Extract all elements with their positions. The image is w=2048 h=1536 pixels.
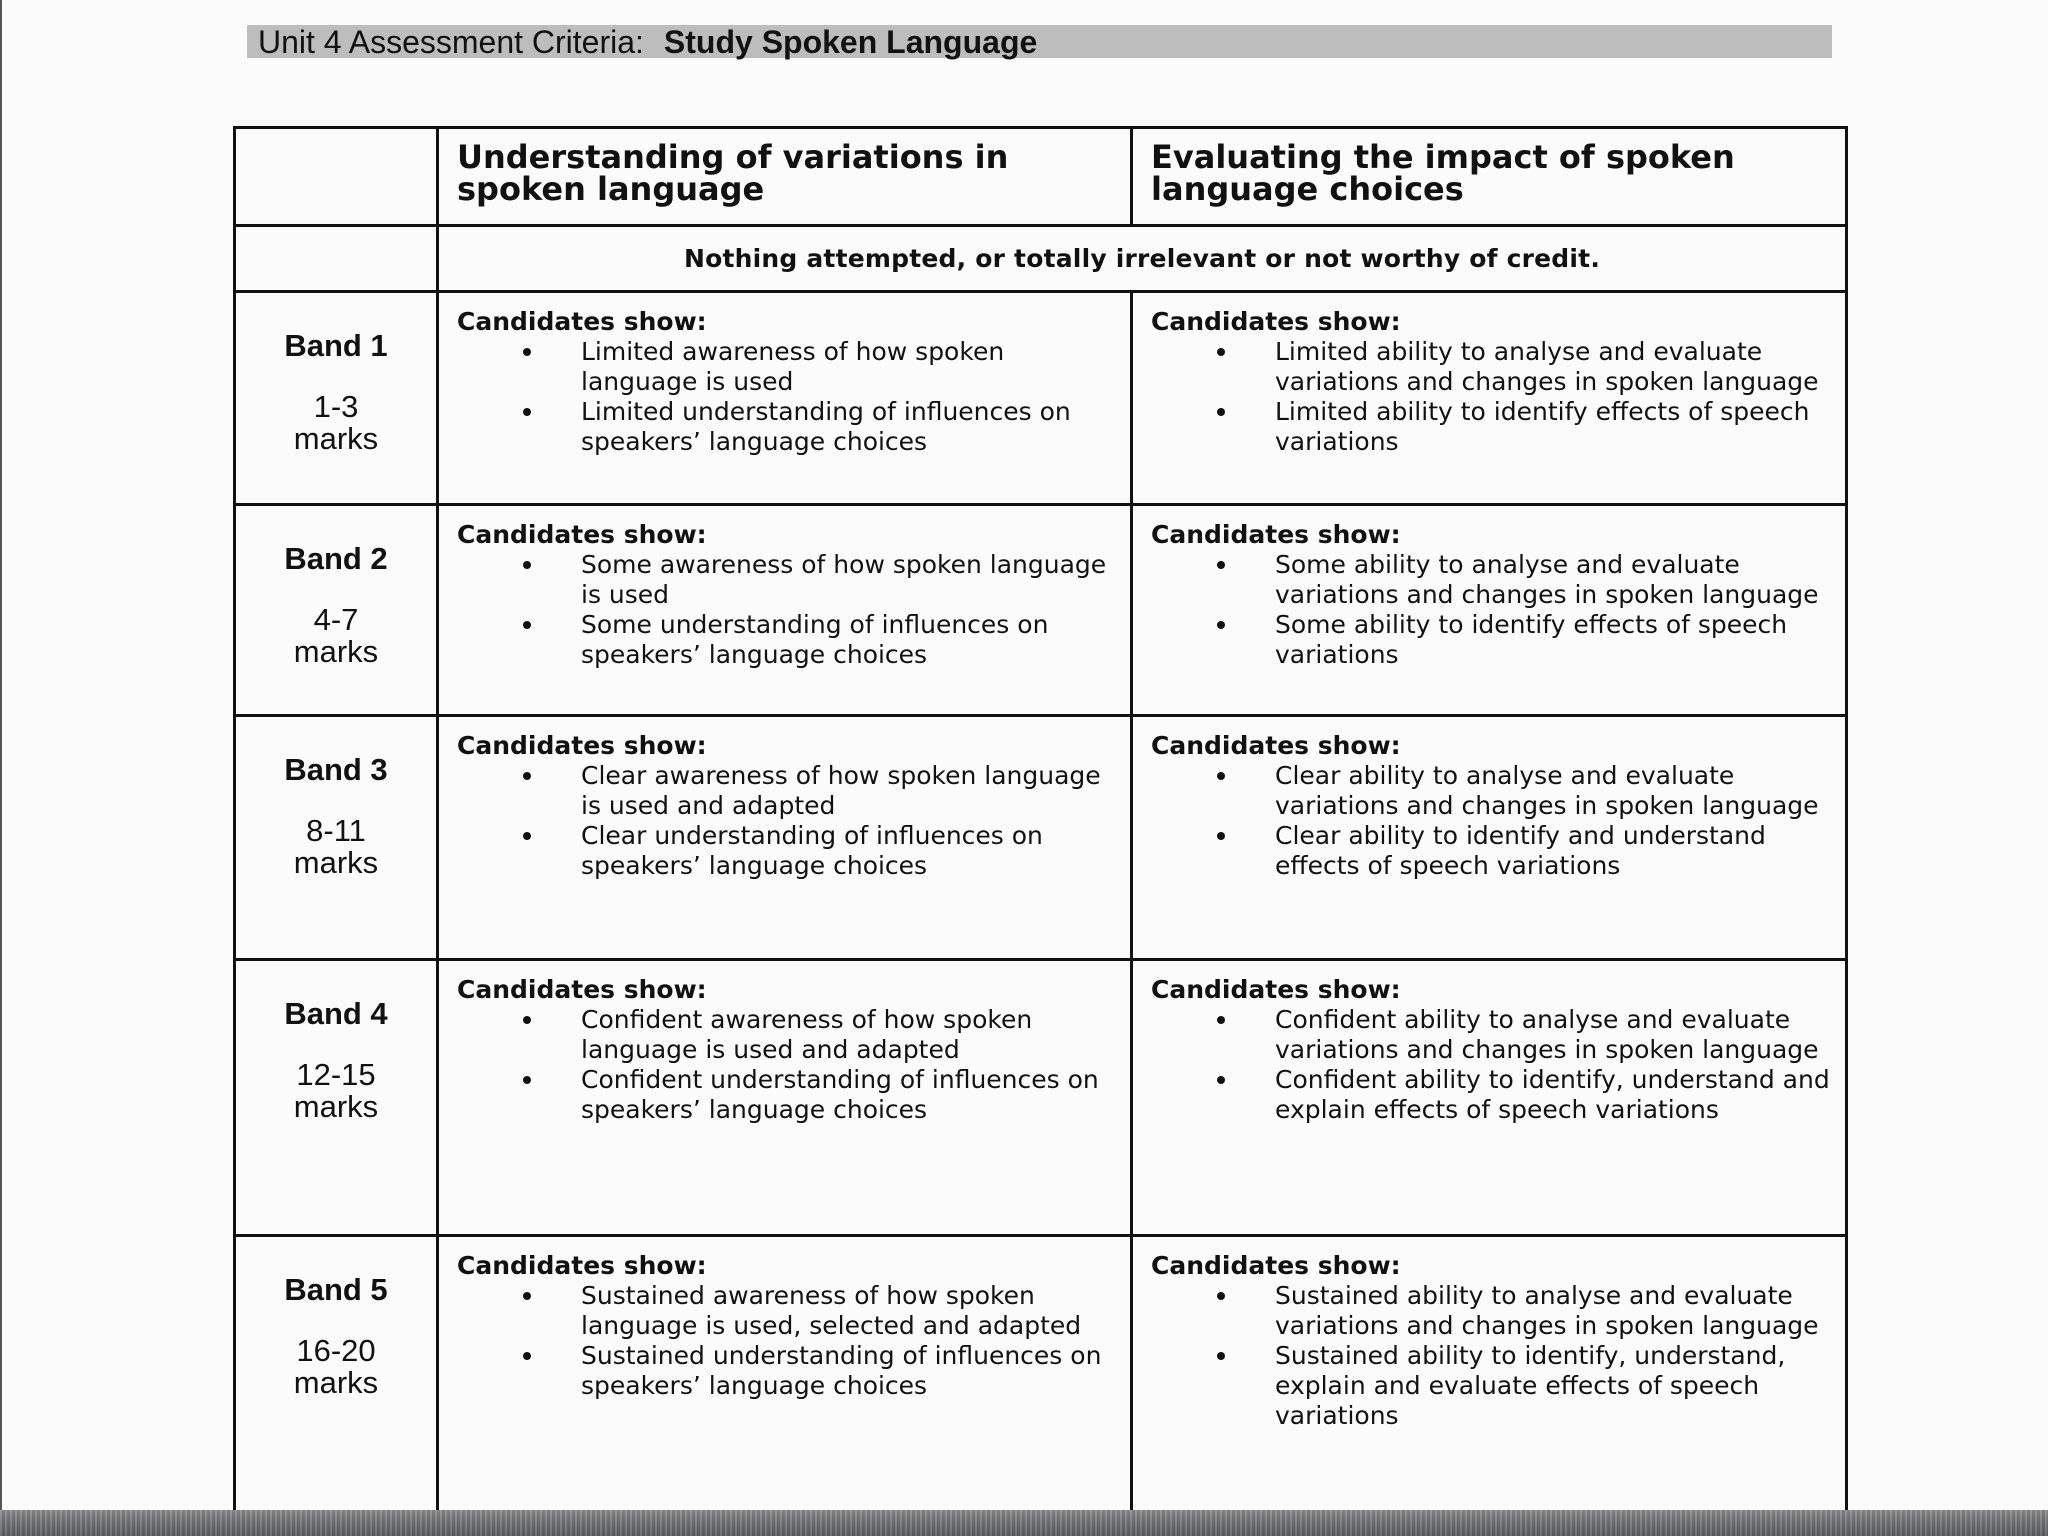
list-item bbox=[457, 397, 1120, 457]
nothing-attempted-text: Nothing attempted, or totally irrelevant or not worthy of credit. bbox=[438, 226, 1847, 292]
bottom-texture-strip bbox=[0, 1510, 2048, 1536]
bullet-text: Confident ability to identify, understand and explain effects of speech variations bbox=[1275, 1065, 1830, 1124]
band-4-understanding-label: Candidates show: bbox=[457, 975, 707, 1004]
band-3-understanding-label: Candidates show: bbox=[457, 731, 707, 760]
bullet-icon bbox=[1217, 348, 1225, 356]
band-3-understanding-cell bbox=[438, 716, 1132, 960]
band-4-understanding-list bbox=[457, 1005, 1120, 1125]
list-item bbox=[1151, 1065, 1835, 1125]
band-5-evaluating-label: Candidates show: bbox=[1151, 1251, 1401, 1280]
band-4-marks: 12-15 marks bbox=[293, 1057, 379, 1124]
document-title-prefix: Unit 4 Assessment Criteria: bbox=[258, 23, 644, 60]
band-4-understanding-cell bbox=[438, 960, 1132, 1236]
bullet-icon bbox=[1217, 772, 1225, 780]
band-5-understanding-list bbox=[457, 1281, 1120, 1401]
band-row-2 bbox=[235, 505, 1847, 716]
band-4-evaluating-cell bbox=[1132, 960, 1847, 1236]
list-item bbox=[457, 550, 1120, 610]
band-2-name: Band 2 bbox=[284, 541, 388, 576]
list-item bbox=[1151, 610, 1835, 670]
band-2-cell bbox=[235, 505, 438, 716]
bullet-text: Sustained ability to identify, understand, explain and evaluate effects of speech variations bbox=[1275, 1341, 1786, 1430]
bullet-icon bbox=[523, 1352, 531, 1360]
bullet-text: Sustained understanding of influences on speakers’ language choices bbox=[581, 1341, 1102, 1400]
band-row-1 bbox=[235, 292, 1847, 505]
list-item bbox=[1151, 550, 1835, 610]
band-4-evaluating-list bbox=[1151, 1005, 1835, 1125]
understanding-header: Understanding of variations in spoken language bbox=[438, 128, 1132, 226]
band-4-cell bbox=[235, 960, 438, 1236]
bullet-text: Some ability to identify effects of speech variations bbox=[1275, 610, 1788, 669]
band-3-cell bbox=[235, 716, 438, 960]
band-2-marks: 4-7 marks bbox=[293, 602, 379, 669]
band-5-name: Band 5 bbox=[284, 1272, 388, 1307]
band-2-understanding-list bbox=[457, 550, 1120, 670]
band-4-evaluating-label: Candidates show: bbox=[1151, 975, 1401, 1004]
list-item bbox=[1151, 821, 1835, 881]
nothing-band-cell bbox=[235, 226, 438, 292]
list-item bbox=[457, 821, 1120, 881]
bullet-text: Sustained ability to analyse and evaluate variations and changes in spoken language bbox=[1275, 1281, 1819, 1340]
bullet-icon bbox=[1217, 621, 1225, 629]
band-3-evaluating-label: Candidates show: bbox=[1151, 731, 1401, 760]
bullet-icon bbox=[1217, 1352, 1225, 1360]
band-1-evaluating-list bbox=[1151, 337, 1835, 457]
bullet-icon bbox=[523, 348, 531, 356]
bullet-text: Confident awareness of how spoken language is used and adapted bbox=[581, 1005, 1033, 1064]
bullet-text: Confident understanding of influences on speakers’ language choices bbox=[581, 1065, 1099, 1124]
list-item bbox=[457, 761, 1120, 821]
bullet-icon bbox=[1217, 1292, 1225, 1300]
nothing-attempted-row bbox=[235, 226, 1847, 292]
band-3-evaluating-list bbox=[1151, 761, 1835, 881]
band-1-cell bbox=[235, 292, 438, 505]
list-item bbox=[1151, 1341, 1835, 1431]
band-1-name: Band 1 bbox=[284, 328, 388, 363]
band-1-marks: 1-3 marks bbox=[293, 389, 379, 456]
bullet-icon bbox=[1217, 1016, 1225, 1024]
band-2-evaluating-label: Candidates show: bbox=[1151, 520, 1401, 549]
band-row-3 bbox=[235, 716, 1847, 960]
band-1-evaluating-cell bbox=[1132, 292, 1847, 505]
band-5-evaluating-cell bbox=[1132, 1236, 1847, 1512]
bullet-icon bbox=[523, 832, 531, 840]
band-2-understanding-label: Candidates show: bbox=[457, 520, 707, 549]
band-3-understanding-list bbox=[457, 761, 1120, 881]
bullet-icon bbox=[523, 561, 531, 569]
bullet-icon bbox=[523, 772, 531, 780]
band-4-name: Band 4 bbox=[284, 996, 388, 1031]
evaluating-header: Evaluating the impact of spoken language choices bbox=[1132, 128, 1847, 226]
bullet-text: Clear ability to analyse and evaluate variations and changes in spoken language bbox=[1275, 761, 1819, 820]
list-item bbox=[1151, 397, 1835, 457]
bullet-text: Some understanding of influences on speakers’ language choices bbox=[581, 610, 1049, 669]
band-1-understanding-list bbox=[457, 337, 1120, 457]
list-item bbox=[1151, 1281, 1835, 1341]
empty-header-cell bbox=[235, 128, 438, 226]
bullet-text: Clear understanding of influences on speakers’ language choices bbox=[581, 821, 1043, 880]
bullet-icon bbox=[1217, 408, 1225, 416]
bullet-text: Clear ability to identify and understand effects of speech variations bbox=[1275, 821, 1766, 880]
bullet-text: Limited awareness of how spoken language is used bbox=[581, 337, 1005, 396]
band-row-5 bbox=[235, 1236, 1847, 1512]
bullet-text: Confident ability to analyse and evaluate variations and changes in spoken language bbox=[1275, 1005, 1819, 1064]
list-item bbox=[457, 610, 1120, 670]
band-1-understanding-cell bbox=[438, 292, 1132, 505]
bullet-icon bbox=[1217, 561, 1225, 569]
band-3-name: Band 3 bbox=[284, 752, 388, 787]
band-1-evaluating-label: Candidates show: bbox=[1151, 307, 1401, 336]
list-item bbox=[457, 1065, 1120, 1125]
bullet-icon bbox=[523, 1016, 531, 1024]
band-2-evaluating-cell bbox=[1132, 505, 1847, 716]
bullet-text: Some awareness of how spoken language is used bbox=[581, 550, 1107, 609]
band-1-understanding-label: Candidates show: bbox=[457, 307, 707, 336]
bullet-icon bbox=[523, 1076, 531, 1084]
document-title-main: Study Spoken Language bbox=[663, 23, 1038, 60]
band-3-marks: 8-11 marks bbox=[293, 813, 379, 880]
list-item bbox=[457, 1281, 1120, 1341]
assessment-criteria-table bbox=[233, 126, 1848, 1513]
band-5-cell bbox=[235, 1236, 438, 1512]
list-item bbox=[457, 1341, 1120, 1401]
document-title-bar bbox=[247, 25, 1832, 58]
list-item bbox=[1151, 1005, 1835, 1065]
list-item bbox=[1151, 337, 1835, 397]
bullet-text: Limited understanding of influences on speakers’ language choices bbox=[581, 397, 1071, 456]
band-5-evaluating-list bbox=[1151, 1281, 1835, 1431]
list-item bbox=[457, 337, 1120, 397]
band-5-understanding-label: Candidates show: bbox=[457, 1251, 707, 1280]
bullet-text: Sustained awareness of how spoken language is used, selected and adapted bbox=[581, 1281, 1082, 1340]
bullet-text: Limited ability to identify effects of speech variations bbox=[1275, 397, 1810, 456]
bullet-text: Limited ability to analyse and evaluate variations and changes in spoken language bbox=[1275, 337, 1819, 396]
band-2-evaluating-list bbox=[1151, 550, 1835, 670]
bullet-icon bbox=[1217, 1076, 1225, 1084]
bullet-text: Some ability to analyse and evaluate variations and changes in spoken language bbox=[1275, 550, 1819, 609]
bullet-text: Clear awareness of how spoken language is used and adapted bbox=[581, 761, 1101, 820]
bullet-icon bbox=[523, 408, 531, 416]
bullet-icon bbox=[1217, 832, 1225, 840]
list-item bbox=[1151, 761, 1835, 821]
band-row-4 bbox=[235, 960, 1847, 1236]
bullet-icon bbox=[523, 1292, 531, 1300]
list-item bbox=[457, 1005, 1120, 1065]
bullet-icon bbox=[523, 621, 531, 629]
table-header-row bbox=[235, 128, 1847, 226]
band-3-evaluating-cell bbox=[1132, 716, 1847, 960]
band-2-understanding-cell bbox=[438, 505, 1132, 716]
band-5-marks: 16-20 marks bbox=[293, 1333, 379, 1400]
band-5-understanding-cell bbox=[438, 1236, 1132, 1512]
